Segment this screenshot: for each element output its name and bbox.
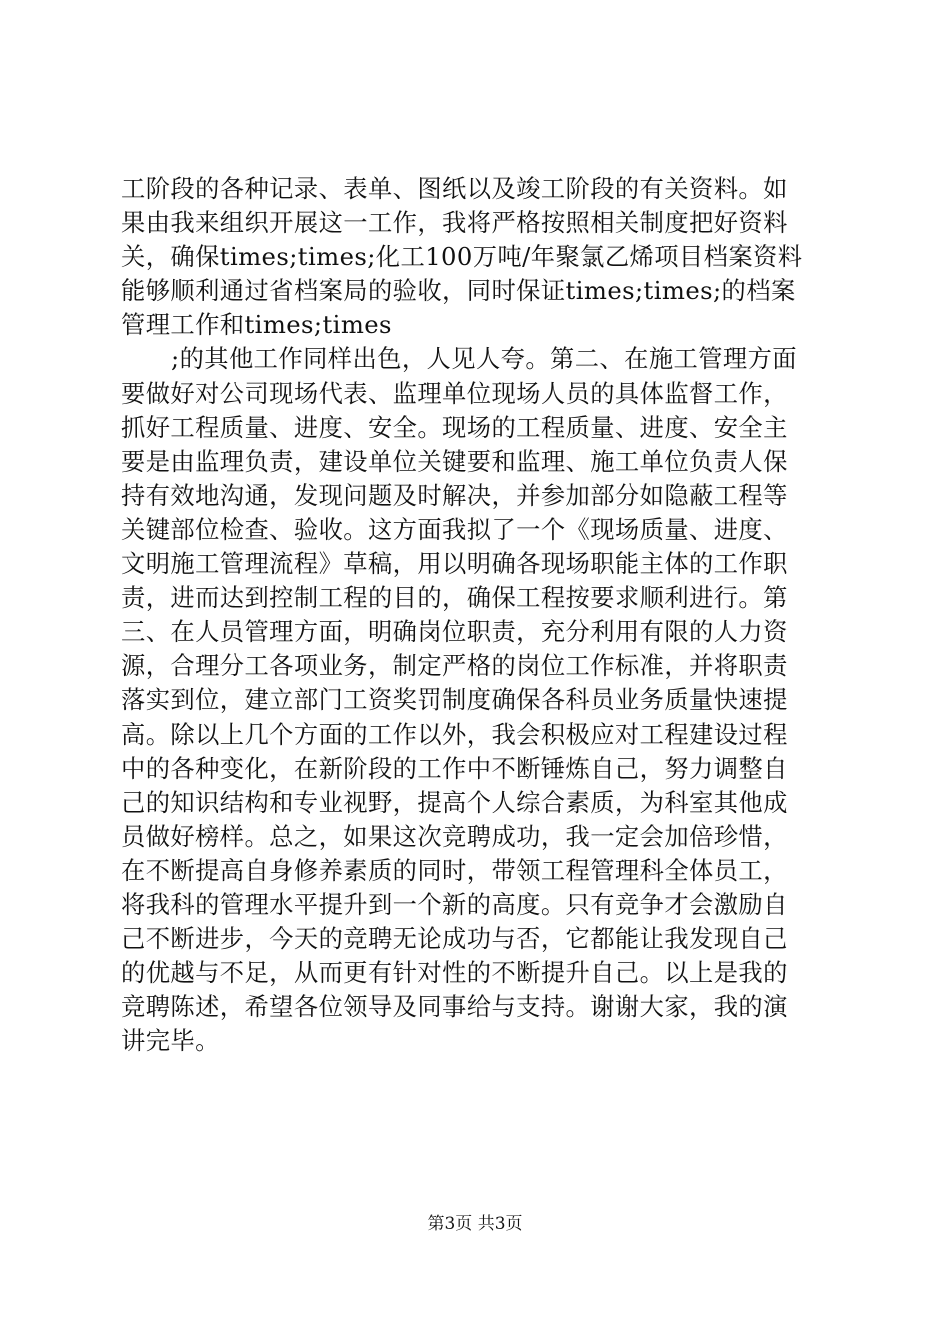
text-line: 要做好对公司现场代表、监理单位现场人员的具体监督工作，: [121, 378, 788, 408]
page-footer: [0, 1214, 950, 1234]
text-line: 管理工作和times;times: [121, 310, 392, 340]
text-line: 竞聘陈述，希望各位领导及同事给与支持。谢谢大家，我的演: [121, 992, 788, 1022]
text-line: 在不断提高自身修养素质的同时，带领工程管理科全体员工，: [121, 855, 788, 885]
text-line: 持有效地沟通，发现问题及时解决，并参加部分如隐蔽工程等: [121, 480, 788, 510]
text-line: 己的知识结构和专业视野，提高个人综合素质，为科室其他成: [121, 787, 788, 817]
text-line: 的优越与不足，从而更有针对性的不断提升自己。以上是我的: [121, 958, 788, 988]
page-number: 第3页 共3页: [427, 1214, 523, 1234]
text-line: 员做好榜样。总之，如果这次竞聘成功，我一定会加倍珍惜，: [121, 821, 788, 851]
text-line: 果由我来组织开展这一工作，我将严格按照相关制度把好资料: [121, 208, 788, 238]
text-line: 能够顺利通过省档案局的验收，同时保证times;times;的档案: [121, 276, 796, 306]
text-line: 文明施工管理流程》草稿，用以明确各现场职能主体的工作职: [121, 549, 788, 579]
text-line: 将我科的管理水平提升到一个新的高度。只有竞争才会激励自: [121, 889, 788, 919]
text-line: 高。除以上几个方面的工作以外，我会积极应对工程建设过程: [121, 719, 788, 749]
text-line: 三、在人员管理方面，明确岗位职责，充分利用有限的人力资: [121, 617, 788, 647]
text-line: ;的其他工作同样出色，人见人夸。第二、在施工管理方面: [171, 344, 798, 374]
text-line: 己不断进步，今天的竞聘无论成功与否，它都能让我发现自己: [121, 924, 788, 954]
text-line: 落实到位，建立部门工资奖罚制度确保各科员业务质量快速提: [121, 685, 788, 715]
text-line: 讲完毕。: [121, 1026, 220, 1056]
text-line: 关，确保times;times;化工100万吨/年聚氯乙烯项目档案资料: [121, 242, 803, 272]
text-line: 中的各种变化，在新阶段的工作中不断锤炼自己，努力调整自: [121, 753, 788, 783]
text-line: 要是由监理负责，建设单位关键要和监理、施工单位负责人保: [121, 446, 788, 476]
text-line: 责，进而达到控制工程的目的，确保工程按要求顺利进行。第: [121, 583, 788, 613]
text-line: 抓好工程质量、进度、安全。现场的工程质量、进度、安全主: [121, 412, 788, 442]
text-line: 关键部位检查、验收。这方面我拟了一个《现场质量、进度、: [121, 514, 788, 544]
text-line: 源，合理分工各项业务，制定严格的岗位工作标准，并将职责: [121, 651, 788, 681]
text-line: 工阶段的各种记录、表单、图纸以及竣工阶段的有关资料。如: [121, 174, 788, 203]
body-text: [121, 172, 833, 1058]
